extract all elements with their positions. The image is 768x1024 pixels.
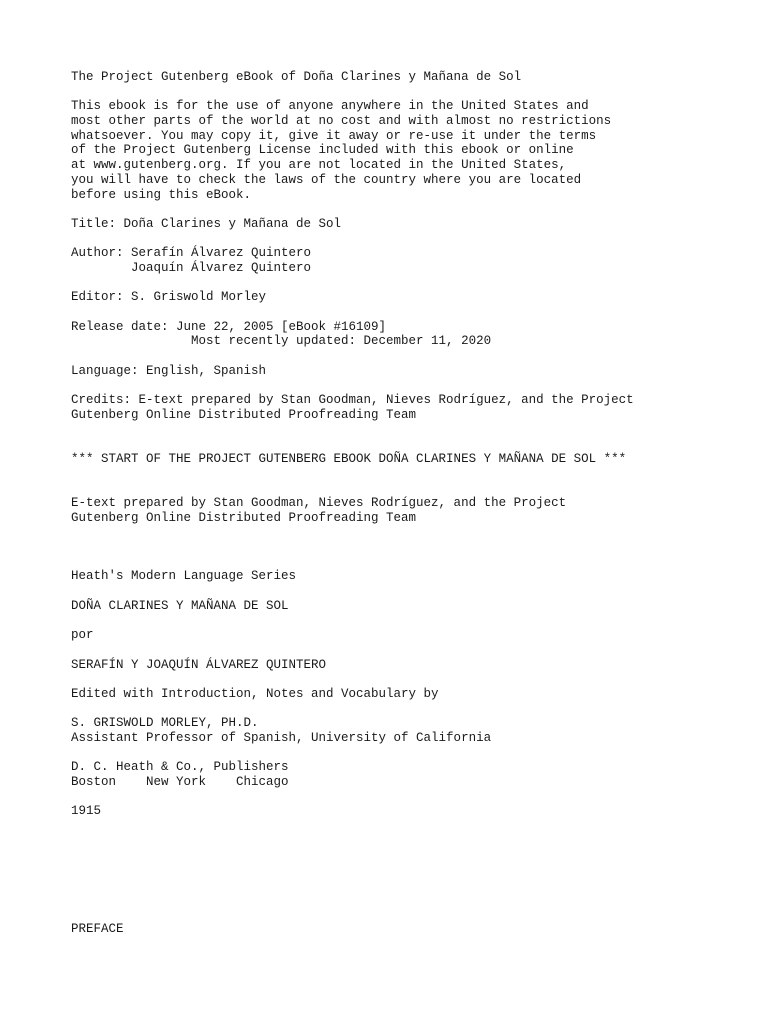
text-line bbox=[71, 790, 748, 805]
text-line: Release date: June 22, 2005 [eBook #16109] bbox=[71, 319, 387, 334]
text-line bbox=[71, 643, 748, 658]
text-line bbox=[71, 613, 748, 628]
text-line bbox=[71, 437, 748, 452]
text-line bbox=[71, 349, 748, 364]
text-line: at www.gutenberg.org. If you are not located in the United States, bbox=[71, 158, 567, 173]
text-line bbox=[71, 525, 748, 540]
ebook-text bbox=[71, 70, 748, 937]
text-line bbox=[71, 878, 748, 893]
text-line: Credits: E-text prepared by Stan Goodman, Nieves Rodríguez, and the Project bbox=[71, 393, 634, 408]
text-line bbox=[71, 378, 748, 393]
text-line bbox=[71, 423, 748, 438]
text-line: before using this eBook. bbox=[71, 187, 252, 202]
text-line: Edited with Introduction, Notes and Vocabulary by bbox=[71, 686, 439, 701]
text-line: Title: Doña Clarines y Mañana de Sol bbox=[71, 216, 342, 231]
text-line: S. GRISWOLD MORLEY, PH.D. bbox=[71, 716, 259, 731]
text-line: 1915 bbox=[71, 804, 102, 819]
text-line bbox=[71, 555, 748, 570]
text-line: you will have to check the laws of the country where you are located bbox=[71, 172, 582, 187]
text-line: Gutenberg Online Distributed Proofreading Team bbox=[71, 407, 417, 422]
text-line bbox=[71, 305, 748, 320]
text-line bbox=[71, 848, 748, 863]
text-line bbox=[71, 702, 748, 717]
text-line bbox=[71, 584, 748, 599]
text-line bbox=[71, 863, 748, 878]
text-line: Language: English, Spanish bbox=[71, 363, 267, 378]
text-line: whatsoever. You may copy it, give it away or re-use it under the terms bbox=[71, 128, 597, 143]
text-line bbox=[71, 202, 748, 217]
text-line bbox=[71, 893, 748, 908]
text-line: Gutenberg Online Distributed Proofreading Team bbox=[71, 510, 417, 525]
text-line: SERAFÍN Y JOAQUÍN ÁLVAREZ QUINTERO bbox=[71, 657, 327, 672]
text-line: Author: Serafín Álvarez Quintero bbox=[71, 246, 312, 261]
text-line: of the Project Gutenberg License included with this ebook or online bbox=[71, 143, 574, 158]
text-line bbox=[71, 85, 748, 100]
text-line: Heath's Modern Language Series bbox=[71, 569, 297, 584]
text-line: D. C. Heath & Co., Publishers bbox=[71, 760, 289, 775]
text-line: DOÑA CLARINES Y MAÑANA DE SOL bbox=[71, 598, 289, 613]
text-line bbox=[71, 819, 748, 834]
text-line: PREFACE bbox=[71, 921, 124, 936]
text-line: Editor: S. Griswold Morley bbox=[71, 290, 267, 305]
text-line bbox=[71, 907, 748, 922]
text-line: This ebook is for the use of anyone anywhere in the United States and bbox=[71, 99, 589, 114]
text-line bbox=[71, 481, 748, 496]
text-line: *** START OF THE PROJECT GUTENBERG EBOOK DOÑA CLARINES Y MAÑANA DE SOL *** bbox=[71, 451, 627, 466]
text-line bbox=[71, 467, 748, 482]
text-line bbox=[71, 276, 748, 291]
text-line: Boston New York Chicago bbox=[71, 775, 289, 789]
text-line: Assistant Professor of Spanish, University of California bbox=[71, 730, 492, 745]
text-line bbox=[71, 746, 748, 761]
text-line bbox=[71, 672, 748, 687]
text-line: E-text prepared by Stan Goodman, Nieves Rodríguez, and the Project bbox=[71, 495, 567, 510]
text-line: The Project Gutenberg eBook of Doña Clarines y Mañana de Sol bbox=[71, 70, 522, 84]
text-line bbox=[71, 232, 748, 247]
text-line: Most recently updated: December 11, 2020 bbox=[71, 334, 492, 349]
text-line: most other parts of the world at no cost and with almost no restrictions bbox=[71, 114, 612, 129]
text-line bbox=[71, 540, 748, 555]
text-line: Joaquín Álvarez Quintero bbox=[71, 260, 312, 275]
text-line: por bbox=[71, 628, 94, 643]
text-line bbox=[71, 834, 748, 849]
